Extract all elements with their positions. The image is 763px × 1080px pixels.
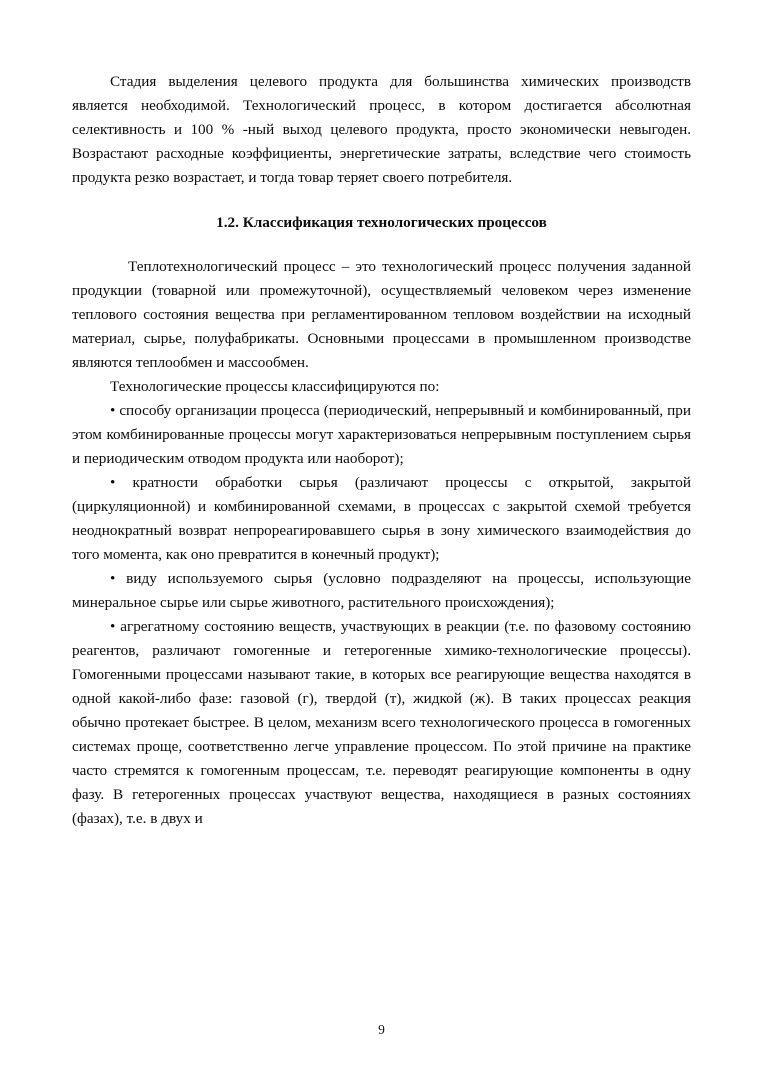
list-item-organization-method: • способу организации процесса (периодический, непрерывный и комбинированный, при этом комбинированные процессы могут характеризоваться непрерывным поступлением сырья и периодическим отводом продукта или наоборот); xyxy=(72,401,691,467)
list-item-raw-material-type: • виду используемого сырья (условно подразделяют на процессы, использующие минеральное сырье или сырье животного, растительного происхождения); xyxy=(72,570,691,612)
paragraph-classified-by: Технологические процессы классифицируются по: xyxy=(110,377,440,395)
page-body xyxy=(72,70,691,831)
section-heading-1-2: 1.2. Классификация технологических процессов xyxy=(216,214,547,232)
paragraph-definition: Теплотехнологический процесс – это технологический процесс получения заданной продукции (товарной или промежуточной), осуществляемый человеком через изменение теплового состояния вещества при регламентированном тепловом воздействии на исходный материал, сырье, полуфабрикаты. Основными процессами в промышленном производстве являются теплообмен и массообмен. xyxy=(72,257,691,371)
list-item-aggregate-state: • агрегатному состоянию веществ, участвующих в реакции (т.е. по фазовому состоянию реагентов, различают гомогенные и гетерогенные химико-технологические процессы). Гомогенными процессами называют такие, в которых все реагирующие вещества находятся в одной какой-либо фазе: газовой (г), твердой (т), жидкой (ж). В таких процессах реакция обычно протекает быстрее. В целом, механизм всего технологического процесса в гомогенных системах проще, соответственно легче управление процессом. По этой причине на практике часто стремятся к гомогенным процессам, т.е. переводят реагирующие компоненты в одну фазу. В гетерогенных процессах участвуют вещества, находящиеся в разных состояниях (фазах), т.е. в двух и xyxy=(72,618,691,828)
list-item-raw-material-processing: • кратности обработки сырья (различают процессы с открытой, закрытой (циркуляционной) и комбинированной схемами, в процессах с закрытой схемой требуется неоднократный возврат непрореагировавшего сырья в зону химического взаимодействия до того момента, как оно превратится в конечный продукт); xyxy=(72,474,691,564)
paragraph-intro: Стадия выделения целевого продукта для большинства химических производств является необходимой. Технологический процесс, в котором достигается абсолютная селективность и 100 % -ный выход целевого продукта, просто экономически невыгоден. Возрастают расходные коэффициенты, энергетические затраты, вследствие чего стоимость продукта резко возрастает, и тогда товар теряет своего потребителя. xyxy=(72,73,691,187)
page-number: 9 xyxy=(378,1022,385,1037)
